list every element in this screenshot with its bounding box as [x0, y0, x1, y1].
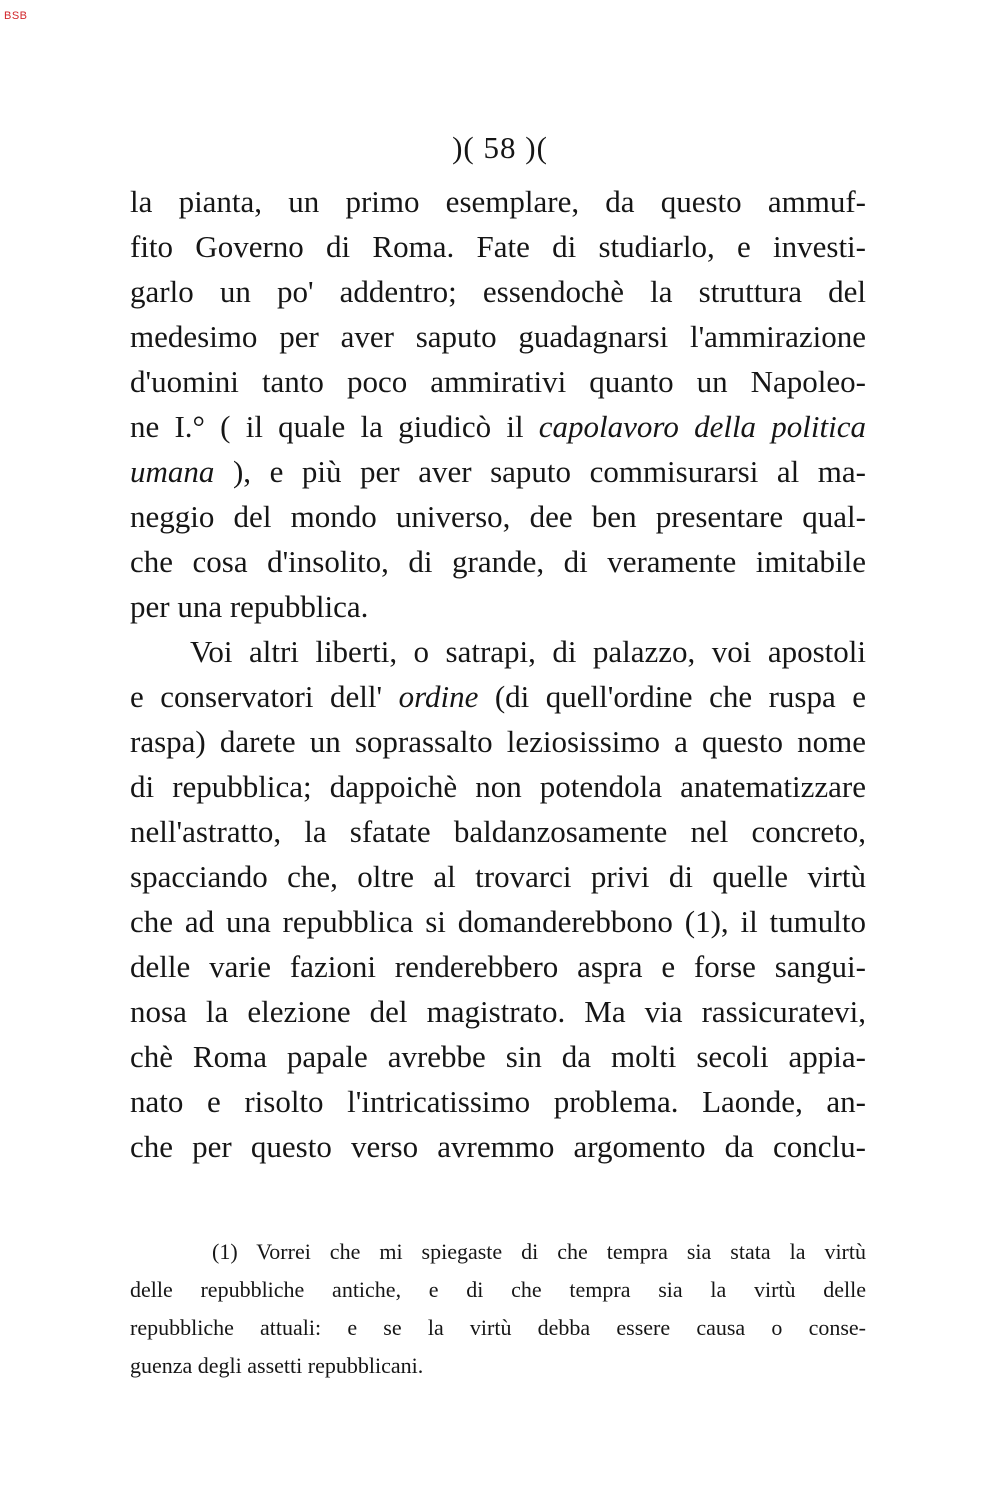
text-line: d'uomini tanto poco ammirativi quanto un Napoleo- — [130, 364, 866, 399]
text-line: medesimo per aver saputo guadagnarsi l'ammirazione — [130, 319, 866, 354]
footnote — [130, 1233, 866, 1385]
text-line: che ad una repubblica si domanderebbono (1), il tumulto — [130, 904, 866, 939]
text-line: la pianta, un primo esemplare, da questo ammuf- — [130, 184, 866, 219]
text-line: che cosa d'insolito, di grande, di veramente imitabile — [130, 544, 866, 579]
text-line: nell'astratto, la sfatate baldanzosamente nel concreto, — [130, 814, 866, 849]
text-segment: e conservatori dell' — [130, 679, 399, 714]
text-line: garlo un po' addentro; essendochè la struttura del — [130, 274, 866, 309]
text-line: neggio del mondo universo, dee ben presentare qual- — [130, 499, 866, 534]
footnote-line: delle repubbliche antiche, e di che tempra sia la virtù delle — [130, 1277, 866, 1302]
text-line: nosa la elezione del magistrato. Ma via rassicuratevi, — [130, 994, 866, 1029]
text-line — [130, 449, 866, 494]
paragraph-start-line: Voi altri liberti, o satrapi, di palazzo, voi apostoli — [190, 634, 866, 669]
text-line: raspa) darete un soprassalto leziosissimo a questo nome — [130, 724, 866, 759]
text-line: fito Governo di Roma. Fate di studiarlo, e investi- — [130, 229, 866, 264]
text-line — [130, 404, 866, 449]
page-number: )( 58 )( — [452, 130, 548, 165]
footnote-line: repubbliche attuali: e se la virtù debba essere causa o conse- — [130, 1315, 866, 1340]
text-line: chè Roma papale avrebbe sin da molti secoli appia- — [130, 1039, 866, 1074]
text-segment: ), e più per aver saputo commisurarsi al ma- — [214, 454, 866, 489]
footnote-line: (1) Vorrei che mi spiegaste di che tempra sia stata la virtù — [212, 1239, 866, 1264]
text-line: per una repubblica. — [130, 589, 369, 624]
text-line — [130, 674, 866, 719]
text-segment: (di quell'ordine che ruspa e — [478, 679, 866, 714]
text-line: nato e risolto l'intricatissimo problema. Laonde, an- — [130, 1084, 866, 1119]
italic-word: ordine — [398, 679, 479, 714]
italic-word: umana — [130, 454, 215, 489]
library-watermark: BSB — [4, 10, 28, 22]
text-line: di repubblica; dappoichè non potendola anatematizzare — [130, 769, 866, 804]
text-segment: ne I.° ( il quale la giudicò il — [130, 409, 539, 444]
text-line: delle varie fazioni renderebbero aspra e forse sangui- — [130, 949, 866, 984]
footnote-line: guenza degli assetti repubblicani. — [130, 1353, 424, 1378]
italic-phrase: capolavoro della politica — [538, 409, 866, 444]
text-line: spacciando che, oltre al trovarci privi di quelle virtù — [130, 859, 866, 894]
body-text — [130, 179, 866, 1169]
text-line: che per questo verso avremmo argomento da conclu- — [130, 1129, 866, 1164]
